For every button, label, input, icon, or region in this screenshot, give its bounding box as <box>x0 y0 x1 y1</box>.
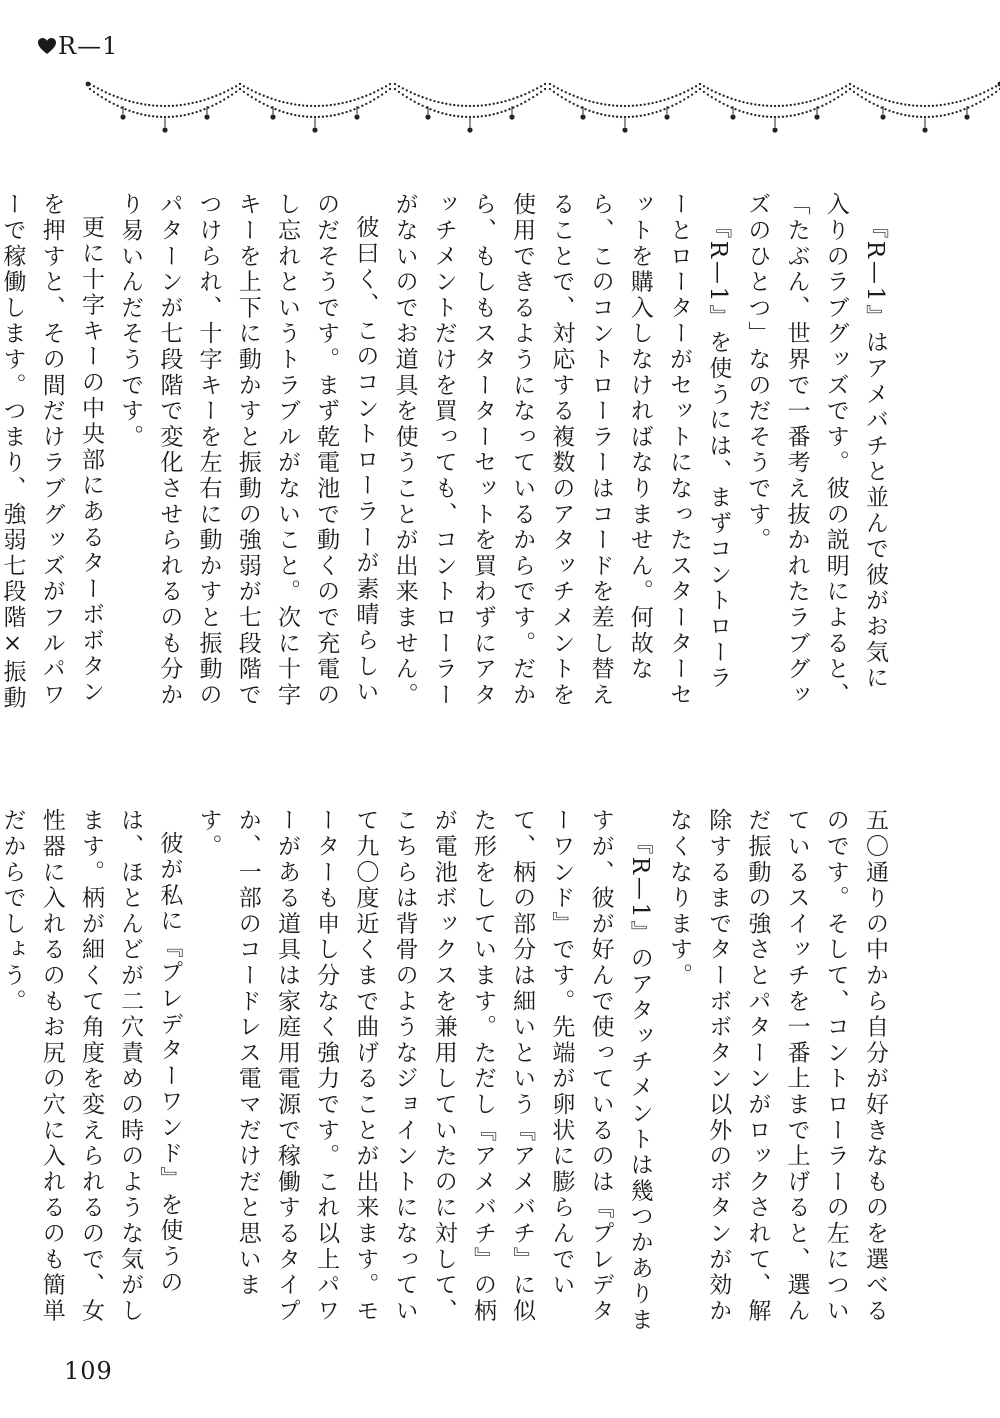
heart-icon <box>38 34 56 58</box>
upper-text-section <box>0 192 894 712</box>
page-header <box>38 34 118 58</box>
paragraph: 彼が私に『プレデターワンド』を使うのは、ほとんどが二穴責めの時のような気がします。柄が細くて角度を変えられるので、女性器に入れるのもお尻の穴に入れるのも簡単だからでしょう。 <box>0 808 183 1324</box>
header-title: R—1 <box>58 32 119 60</box>
lower-text-section <box>0 808 894 1343</box>
paragraph: 『R—1』のアタッチメントは幾つかありますが、彼が好んで使っているのは『プレデターワンド』です。先端が卵状に膨らんでいて、柄の部分は細いという『アメバチ』に似た形をしています。ただし『アメバチ』の柄が電池ボックスを兼用していたのに対して、こちらは背骨のようなジョイントになっていて九〇度近くまで曲げることが出来ます。モーターも申し分なく強力です。これ以上パワーがある道具は家庭用電源で稼働するタイプか、一部のコードレス電マだけだと思います。 <box>195 808 653 1333</box>
paragraph: 五〇通りの中から自分が好きなものを選べるのです。そして、コントローラーの左についているスイッチを一番上まで上げると、選んだ振動の強さとパターンがロックされて、解除するまでターボボタン以外のボタンが効かなくなります。 <box>665 808 888 1324</box>
paragraph: 『R—1』はアメバチと並んで彼がお気に入りのラブグッズです。彼の説明によると、「たぶん、世界で一番考え抜かれたラブグッズのひとつ」なのだそうです。 <box>744 192 888 708</box>
paragraph: 彼曰く、このコントローラーが素晴らしいのだそうです。まず乾電池で動くので充電のし忘れというトラブルがないこと。次に十字キーを上下に動かすと振動の強弱が七段階でつけられ、十字キーを左右に動かすと振動のパターンが七段階で変化させられるのも分かり易いんだそうです。 <box>117 192 379 708</box>
page-number: 109 <box>64 1357 113 1385</box>
paragraph: 更に十字キーの中央部にあるターボボタンを押すと、その間だけラブグッズがフルパワーで稼働します。つまり、強弱七段階×振動 <box>0 192 104 711</box>
garland-ornament-icon <box>0 72 1000 142</box>
paragraph: 『R—1』を使うには、まずコントローラーとローターがセットになったスターターセットを購入しなければなりません。何故なら、このコントローラーはコードを差し替えることで、対応する複数のアタッチメントを使用できるようになっているからです。だから、もしもスターターセットを買わずにアタッチメントだけを買っても、コントローラーがないのでお道具を使うことが出来ません。 <box>391 192 732 708</box>
